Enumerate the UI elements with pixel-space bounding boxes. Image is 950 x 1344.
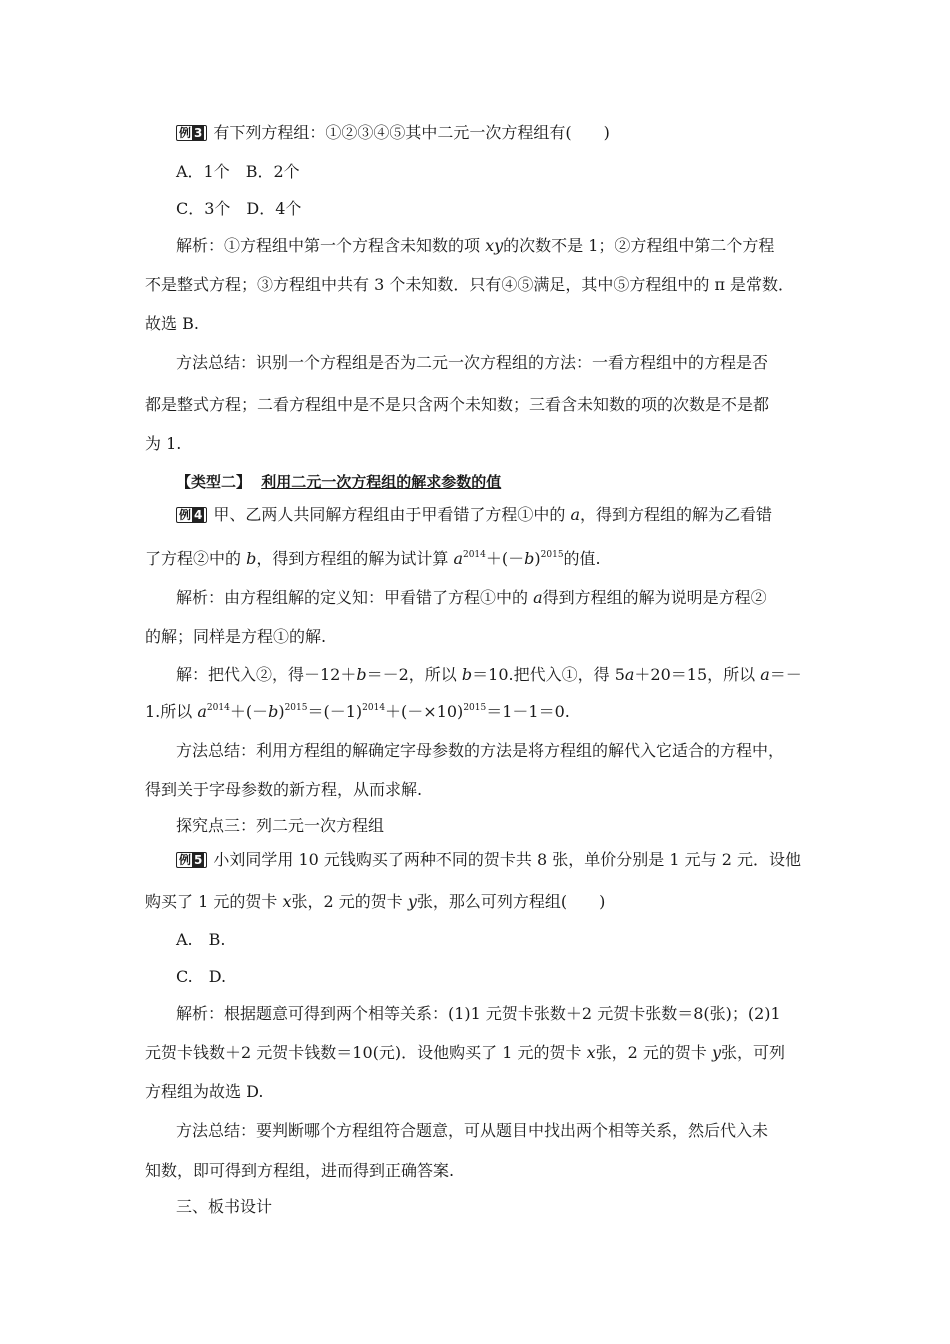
example-5-analysis-line2: 元贺卡钱数＋2 元贺卡钱数＝10(元)．设他购买了 1 元的贺卡 x张，2 元的贺卡 y张，可列: [145, 1043, 786, 1062]
example-4-solution-line2: 1.所以 $a^{2014}+(-b)^{2015}=(-1)^{2014}+(-\times 10)^{2015}=1-1=0$.: [145, 702, 570, 721]
example-4-analysis-line2: 的解；同样是方程①的解.: [145, 627, 327, 646]
example-3-summary-line3: 为 1.: [145, 434, 182, 453]
example-5-question-line2: 购买了 1 元的贺卡 x张，2 元的贺卡 y张，那么可列方程组( ): [145, 892, 606, 911]
example-4-summary-line2: 得到关于字母参数的新方程，从而求解.: [145, 780, 423, 799]
example-badge: 例 3: [176, 125, 207, 141]
example-3-options-cd: C．3个 D．4个: [176, 199, 302, 218]
example-5-analysis-line3: 方程组为故选 D.: [145, 1082, 264, 1101]
example-5-summary-line2: 知数，即可得到方程组，进而得到正确答案.: [145, 1161, 455, 1180]
example-5-options-cd: C. D.: [176, 967, 227, 986]
example-4-summary-line1: 方法总结：利用方程组的解确定字母参数的方法是将方程组的解代入它适合的方程中，: [176, 741, 785, 760]
example-badge: 例 4: [176, 507, 207, 523]
example-5-summary-line1: 方法总结：要判断哪个方程组符合题意，可从题目中找出两个相等关系，然后代入未: [176, 1121, 769, 1140]
example-3-options-ab: A．1个 B．2个: [176, 162, 300, 181]
example-5-question-line1: 例 5 小刘同学用 10 元钱购买了两种不同的贺卡共 8 张，单价分别是 1 元与 2 元．设他: [176, 850, 801, 870]
example-4-question-line1: 例 4 甲、乙两人共同解方程组由于甲看错了方程①中的 a，得到方程组的解为乙看错: [176, 505, 772, 525]
type-2-heading: 【类型二】 利用二元一次方程组的解求参数的值: [176, 473, 502, 491]
example-badge: 例 5: [176, 852, 207, 868]
example-3-analysis-line3: 故选 B.: [145, 314, 199, 333]
section-point-3: 探究点三：列二元一次方程组: [176, 816, 385, 835]
example-3-summary-line1: 方法总结：识别一个方程组是否为二元一次方程组的方法：一看方程组中的方程是否: [176, 353, 769, 372]
example-3-summary-line2: 都是整式方程；二看方程组中是不是只含两个未知数；三看含未知数的项的次数是不是都: [145, 395, 770, 414]
example-4-analysis-line1: 解析：由方程组解的定义知：甲看错了方程①中的 a得到方程组的解为说明是方程②: [176, 588, 767, 607]
section-3-heading: 三、板书设计: [176, 1197, 273, 1216]
example-5-options-ab: A. B.: [176, 930, 226, 949]
example-4-solution-line1: 解：把代入②，得－12＋b＝－2，所以 b＝10.把代入①，得 5a＋20＝15，所以 a＝－: [176, 665, 802, 684]
example-3-question: 例 3 有下列方程组：①②③④⑤其中二元一次方程组有( ): [176, 123, 610, 143]
example-5-analysis-line1: 解析：根据题意可得到两个相等关系：(1)1 元贺卡张数＋2 元贺卡张数＝8(张)；(2)1: [176, 1004, 781, 1023]
example-3-analysis-line2: 不是整式方程；③方程组中共有 3 个未知数．只有④⑤满足，其中⑤方程组中的 π 是常数．: [145, 275, 795, 294]
example-3-analysis-line1: 解析：①方程组中第一个方程含未知数的项 xy的次数不是 1；②方程组中第二个方程: [176, 236, 775, 255]
example-4-question-line2: 了方程②中的 b，得到方程组的解为试计算 $a^{2014}+(-b)^{2015}$的值.: [145, 549, 601, 568]
